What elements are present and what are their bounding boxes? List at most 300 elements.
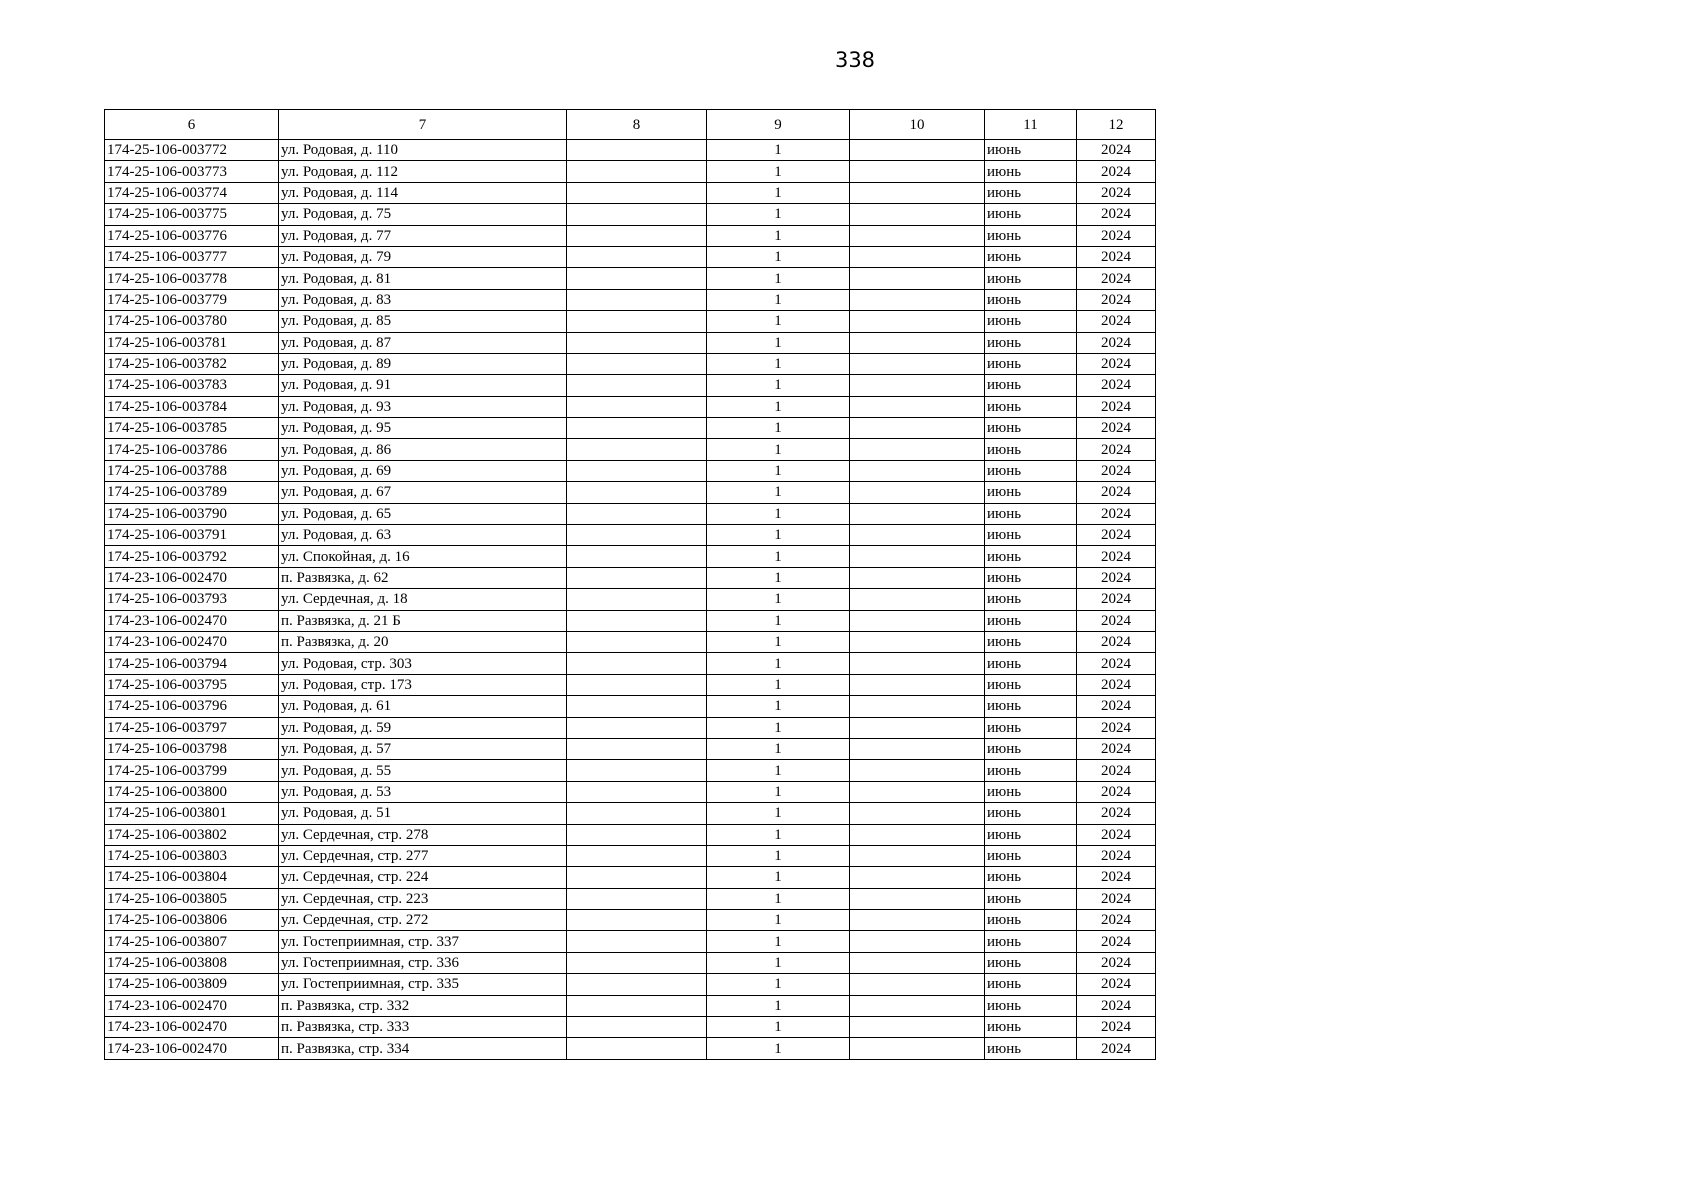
- table-row: [105, 589, 1156, 610]
- month-cell: июнь: [985, 760, 1077, 781]
- month-cell: июнь: [985, 246, 1077, 267]
- address-cell: ул. Сердечная, стр. 278: [279, 824, 567, 845]
- year-cell: 2024: [1077, 418, 1156, 439]
- cadastral-number-cell: 174-25-106-003794: [105, 653, 279, 674]
- col-10-cell: [850, 653, 985, 674]
- address-cell: п. Развязка, стр. 333: [279, 1017, 567, 1038]
- quantity-cell: 1: [707, 738, 850, 759]
- col-10-cell: [850, 760, 985, 781]
- quantity-cell: 1: [707, 482, 850, 503]
- table-row: [105, 439, 1156, 460]
- year-cell: 2024: [1077, 952, 1156, 973]
- year-cell: 2024: [1077, 140, 1156, 161]
- cadastral-number-cell: 174-25-106-003783: [105, 375, 279, 396]
- address-cell: ул. Родовая, д. 57: [279, 738, 567, 759]
- address-cell: ул. Родовая, д. 67: [279, 482, 567, 503]
- quantity-cell: 1: [707, 674, 850, 695]
- col-8-cell: [567, 1017, 707, 1038]
- table-row: [105, 503, 1156, 524]
- address-cell: ул. Родовая, д. 110: [279, 140, 567, 161]
- header-col-8: 8: [567, 110, 707, 140]
- year-cell: 2024: [1077, 931, 1156, 952]
- table-row: [105, 931, 1156, 952]
- cadastral-number-cell: 174-25-106-003780: [105, 311, 279, 332]
- month-cell: июнь: [985, 204, 1077, 225]
- col-10-cell: [850, 781, 985, 802]
- col-8-cell: [567, 418, 707, 439]
- cadastral-number-cell: 174-25-106-003804: [105, 867, 279, 888]
- quantity-cell: 1: [707, 289, 850, 310]
- col-8-cell: [567, 140, 707, 161]
- col-10-cell: [850, 353, 985, 374]
- month-cell: июнь: [985, 1017, 1077, 1038]
- year-cell: 2024: [1077, 888, 1156, 909]
- year-cell: 2024: [1077, 696, 1156, 717]
- address-cell: ул. Родовая, стр. 173: [279, 674, 567, 695]
- quantity-cell: 1: [707, 631, 850, 652]
- year-cell: 2024: [1077, 781, 1156, 802]
- cadastral-number-cell: 174-25-106-003781: [105, 332, 279, 353]
- col-8-cell: [567, 952, 707, 973]
- cadastral-number-cell: 174-23-106-002470: [105, 995, 279, 1016]
- table-row: [105, 952, 1156, 973]
- quantity-cell: 1: [707, 867, 850, 888]
- cadastral-number-cell: 174-23-106-002470: [105, 1038, 279, 1059]
- quantity-cell: 1: [707, 910, 850, 931]
- quantity-cell: 1: [707, 311, 850, 332]
- month-cell: июнь: [985, 460, 1077, 481]
- year-cell: 2024: [1077, 1017, 1156, 1038]
- cadastral-number-cell: 174-25-106-003793: [105, 589, 279, 610]
- table-row: [105, 396, 1156, 417]
- year-cell: 2024: [1077, 353, 1156, 374]
- year-cell: 2024: [1077, 824, 1156, 845]
- month-cell: июнь: [985, 503, 1077, 524]
- quantity-cell: 1: [707, 845, 850, 866]
- col-10-cell: [850, 1017, 985, 1038]
- col-8-cell: [567, 1038, 707, 1059]
- col-10-cell: [850, 396, 985, 417]
- page-number: 338: [834, 48, 876, 72]
- quantity-cell: 1: [707, 824, 850, 845]
- col-10-cell: [850, 182, 985, 203]
- cadastral-number-cell: 174-23-106-002470: [105, 610, 279, 631]
- header-row: [105, 110, 1156, 140]
- quantity-cell: 1: [707, 246, 850, 267]
- month-cell: июнь: [985, 781, 1077, 802]
- col-8-cell: [567, 717, 707, 738]
- year-cell: 2024: [1077, 674, 1156, 695]
- quantity-cell: 1: [707, 1038, 850, 1059]
- registry-table: [104, 109, 1156, 1060]
- table-row: [105, 204, 1156, 225]
- table-row: [105, 653, 1156, 674]
- address-cell: ул. Сердечная, стр. 223: [279, 888, 567, 909]
- month-cell: июнь: [985, 439, 1077, 460]
- address-cell: п. Развязка, д. 20: [279, 631, 567, 652]
- month-cell: июнь: [985, 696, 1077, 717]
- month-cell: июнь: [985, 674, 1077, 695]
- month-cell: июнь: [985, 375, 1077, 396]
- col-10-cell: [850, 546, 985, 567]
- col-10-cell: [850, 418, 985, 439]
- quantity-cell: 1: [707, 332, 850, 353]
- table-row: [105, 182, 1156, 203]
- col-10-cell: [850, 974, 985, 995]
- year-cell: 2024: [1077, 375, 1156, 396]
- cadastral-number-cell: 174-25-106-003784: [105, 396, 279, 417]
- address-cell: ул. Родовая, д. 81: [279, 268, 567, 289]
- quantity-cell: 1: [707, 225, 850, 246]
- address-cell: ул. Гостеприимная, стр. 337: [279, 931, 567, 952]
- table-row: [105, 311, 1156, 332]
- col-10-cell: [850, 161, 985, 182]
- col-8-cell: [567, 182, 707, 203]
- col-8-cell: [567, 375, 707, 396]
- quantity-cell: 1: [707, 717, 850, 738]
- quantity-cell: 1: [707, 931, 850, 952]
- table-row: [105, 995, 1156, 1016]
- month-cell: июнь: [985, 546, 1077, 567]
- col-8-cell: [567, 738, 707, 759]
- header-col-11: 11: [985, 110, 1077, 140]
- address-cell: ул. Родовая, д. 112: [279, 161, 567, 182]
- cadastral-number-cell: 174-25-106-003778: [105, 268, 279, 289]
- col-8-cell: [567, 289, 707, 310]
- quantity-cell: 1: [707, 696, 850, 717]
- year-cell: 2024: [1077, 311, 1156, 332]
- cadastral-number-cell: 174-25-106-003782: [105, 353, 279, 374]
- header-col-6: 6: [105, 110, 279, 140]
- year-cell: 2024: [1077, 439, 1156, 460]
- month-cell: июнь: [985, 311, 1077, 332]
- year-cell: 2024: [1077, 204, 1156, 225]
- month-cell: июнь: [985, 610, 1077, 631]
- cadastral-number-cell: 174-25-106-003776: [105, 225, 279, 246]
- cadastral-number-cell: 174-23-106-002470: [105, 631, 279, 652]
- address-cell: ул. Родовая, д. 86: [279, 439, 567, 460]
- cadastral-number-cell: 174-25-106-003786: [105, 439, 279, 460]
- cadastral-number-cell: 174-25-106-003797: [105, 717, 279, 738]
- col-10-cell: [850, 589, 985, 610]
- month-cell: июнь: [985, 482, 1077, 503]
- col-10-cell: [850, 717, 985, 738]
- month-cell: июнь: [985, 182, 1077, 203]
- year-cell: 2024: [1077, 631, 1156, 652]
- cadastral-number-cell: 174-25-106-003803: [105, 845, 279, 866]
- month-cell: июнь: [985, 1038, 1077, 1059]
- table-row: [105, 161, 1156, 182]
- cadastral-number-cell: 174-25-106-003789: [105, 482, 279, 503]
- table-row: [105, 482, 1156, 503]
- address-cell: ул. Родовая, д. 79: [279, 246, 567, 267]
- col-8-cell: [567, 696, 707, 717]
- year-cell: 2024: [1077, 161, 1156, 182]
- col-10-cell: [850, 674, 985, 695]
- quantity-cell: 1: [707, 952, 850, 973]
- col-10-cell: [850, 867, 985, 888]
- address-cell: ул. Родовая, д. 85: [279, 311, 567, 332]
- col-10-cell: [850, 375, 985, 396]
- year-cell: 2024: [1077, 867, 1156, 888]
- year-cell: 2024: [1077, 653, 1156, 674]
- cadastral-number-cell: 174-25-106-003777: [105, 246, 279, 267]
- table-row: [105, 781, 1156, 802]
- year-cell: 2024: [1077, 460, 1156, 481]
- quantity-cell: 1: [707, 396, 850, 417]
- table-row: [105, 674, 1156, 695]
- col-8-cell: [567, 268, 707, 289]
- month-cell: июнь: [985, 268, 1077, 289]
- address-cell: ул. Родовая, д. 51: [279, 803, 567, 824]
- table-row: [105, 738, 1156, 759]
- year-cell: 2024: [1077, 396, 1156, 417]
- year-cell: 2024: [1077, 503, 1156, 524]
- table-row: [105, 803, 1156, 824]
- table-body: [105, 140, 1156, 1060]
- col-10-cell: [850, 824, 985, 845]
- address-cell: ул. Родовая, д. 65: [279, 503, 567, 524]
- cadastral-number-cell: 174-23-106-002470: [105, 567, 279, 588]
- quantity-cell: 1: [707, 567, 850, 588]
- table-row: [105, 246, 1156, 267]
- table-row: [105, 888, 1156, 909]
- year-cell: 2024: [1077, 589, 1156, 610]
- month-cell: июнь: [985, 567, 1077, 588]
- month-cell: июнь: [985, 974, 1077, 995]
- address-cell: п. Развязка, стр. 332: [279, 995, 567, 1016]
- table-row: [105, 375, 1156, 396]
- col-8-cell: [567, 567, 707, 588]
- month-cell: июнь: [985, 631, 1077, 652]
- year-cell: 2024: [1077, 974, 1156, 995]
- col-10-cell: [850, 525, 985, 546]
- col-8-cell: [567, 867, 707, 888]
- cadastral-number-cell: 174-25-106-003799: [105, 760, 279, 781]
- cadastral-number-cell: 174-25-106-003791: [105, 525, 279, 546]
- quantity-cell: 1: [707, 460, 850, 481]
- col-8-cell: [567, 396, 707, 417]
- cadastral-number-cell: 174-25-106-003800: [105, 781, 279, 802]
- col-10-cell: [850, 845, 985, 866]
- year-cell: 2024: [1077, 246, 1156, 267]
- address-cell: ул. Родовая, стр. 303: [279, 653, 567, 674]
- address-cell: ул. Сердечная, стр. 224: [279, 867, 567, 888]
- col-10-cell: [850, 482, 985, 503]
- col-8-cell: [567, 332, 707, 353]
- col-8-cell: [567, 353, 707, 374]
- address-cell: ул. Родовая, д. 114: [279, 182, 567, 203]
- header-col-12: 12: [1077, 110, 1156, 140]
- col-8-cell: [567, 760, 707, 781]
- col-10-cell: [850, 631, 985, 652]
- address-cell: ул. Родовая, д. 95: [279, 418, 567, 439]
- col-10-cell: [850, 610, 985, 631]
- address-cell: ул. Родовая, д. 77: [279, 225, 567, 246]
- table-row: [105, 974, 1156, 995]
- cadastral-number-cell: 174-25-106-003788: [105, 460, 279, 481]
- address-cell: ул. Родовая, д. 91: [279, 375, 567, 396]
- col-8-cell: [567, 824, 707, 845]
- month-cell: июнь: [985, 589, 1077, 610]
- col-10-cell: [850, 738, 985, 759]
- table-row: [105, 140, 1156, 161]
- address-cell: ул. Родовая, д. 75: [279, 204, 567, 225]
- cadastral-number-cell: 174-25-106-003809: [105, 974, 279, 995]
- table-row: [105, 525, 1156, 546]
- address-cell: ул. Родовая, д. 61: [279, 696, 567, 717]
- col-8-cell: [567, 439, 707, 460]
- month-cell: июнь: [985, 418, 1077, 439]
- month-cell: июнь: [985, 653, 1077, 674]
- table-header: [105, 110, 1156, 140]
- quantity-cell: 1: [707, 204, 850, 225]
- col-8-cell: [567, 610, 707, 631]
- month-cell: июнь: [985, 952, 1077, 973]
- year-cell: 2024: [1077, 717, 1156, 738]
- cadastral-number-cell: 174-25-106-003802: [105, 824, 279, 845]
- quantity-cell: 1: [707, 525, 850, 546]
- quantity-cell: 1: [707, 182, 850, 203]
- col-10-cell: [850, 931, 985, 952]
- year-cell: 2024: [1077, 995, 1156, 1016]
- quantity-cell: 1: [707, 760, 850, 781]
- cadastral-number-cell: 174-25-106-003775: [105, 204, 279, 225]
- quantity-cell: 1: [707, 161, 850, 182]
- cadastral-number-cell: 174-25-106-003779: [105, 289, 279, 310]
- col-8-cell: [567, 910, 707, 931]
- quantity-cell: 1: [707, 353, 850, 374]
- address-cell: ул. Родовая, д. 83: [279, 289, 567, 310]
- col-8-cell: [567, 589, 707, 610]
- quantity-cell: 1: [707, 888, 850, 909]
- header-col-9: 9: [707, 110, 850, 140]
- year-cell: 2024: [1077, 1038, 1156, 1059]
- table-row: [105, 332, 1156, 353]
- month-cell: июнь: [985, 824, 1077, 845]
- col-8-cell: [567, 995, 707, 1016]
- col-10-cell: [850, 225, 985, 246]
- col-10-cell: [850, 311, 985, 332]
- quantity-cell: 1: [707, 995, 850, 1016]
- address-cell: ул. Родовая, д. 89: [279, 353, 567, 374]
- col-8-cell: [567, 653, 707, 674]
- quantity-cell: 1: [707, 268, 850, 289]
- col-8-cell: [567, 888, 707, 909]
- cadastral-number-cell: 174-25-106-003773: [105, 161, 279, 182]
- table-row: [105, 418, 1156, 439]
- quantity-cell: 1: [707, 375, 850, 396]
- address-cell: п. Развязка, д. 62: [279, 567, 567, 588]
- cadastral-number-cell: 174-25-106-003806: [105, 910, 279, 931]
- col-10-cell: [850, 268, 985, 289]
- month-cell: июнь: [985, 910, 1077, 931]
- month-cell: июнь: [985, 803, 1077, 824]
- col-8-cell: [567, 803, 707, 824]
- year-cell: 2024: [1077, 289, 1156, 310]
- col-8-cell: [567, 482, 707, 503]
- col-10-cell: [850, 460, 985, 481]
- table-row: [105, 353, 1156, 374]
- cadastral-number-cell: 174-25-106-003785: [105, 418, 279, 439]
- address-cell: ул. Сердечная, д. 18: [279, 589, 567, 610]
- table-row: [105, 760, 1156, 781]
- year-cell: 2024: [1077, 845, 1156, 866]
- quantity-cell: 1: [707, 610, 850, 631]
- quantity-cell: 1: [707, 140, 850, 161]
- col-10-cell: [850, 995, 985, 1016]
- col-10-cell: [850, 140, 985, 161]
- col-10-cell: [850, 910, 985, 931]
- col-10-cell: [850, 888, 985, 909]
- col-10-cell: [850, 332, 985, 353]
- month-cell: июнь: [985, 525, 1077, 546]
- col-10-cell: [850, 503, 985, 524]
- col-10-cell: [850, 567, 985, 588]
- col-10-cell: [850, 803, 985, 824]
- month-cell: июнь: [985, 931, 1077, 952]
- cadastral-number-cell: 174-25-106-003795: [105, 674, 279, 695]
- cadastral-number-cell: 174-25-106-003772: [105, 140, 279, 161]
- col-10-cell: [850, 204, 985, 225]
- header-col-7: 7: [279, 110, 567, 140]
- year-cell: 2024: [1077, 182, 1156, 203]
- table-row: [105, 631, 1156, 652]
- address-cell: ул. Сердечная, стр. 272: [279, 910, 567, 931]
- col-8-cell: [567, 631, 707, 652]
- cadastral-number-cell: 174-25-106-003798: [105, 738, 279, 759]
- table-row: [105, 1017, 1156, 1038]
- col-10-cell: [850, 696, 985, 717]
- address-cell: ул. Спокойная, д. 16: [279, 546, 567, 567]
- col-10-cell: [850, 952, 985, 973]
- year-cell: 2024: [1077, 738, 1156, 759]
- month-cell: июнь: [985, 225, 1077, 246]
- quantity-cell: 1: [707, 803, 850, 824]
- col-8-cell: [567, 845, 707, 866]
- cadastral-number-cell: 174-25-106-003792: [105, 546, 279, 567]
- table-row: [105, 867, 1156, 888]
- year-cell: 2024: [1077, 910, 1156, 931]
- address-cell: п. Развязка, стр. 334: [279, 1038, 567, 1059]
- address-cell: ул. Гостеприимная, стр. 335: [279, 974, 567, 995]
- year-cell: 2024: [1077, 546, 1156, 567]
- col-8-cell: [567, 974, 707, 995]
- year-cell: 2024: [1077, 225, 1156, 246]
- cadastral-number-cell: 174-25-106-003801: [105, 803, 279, 824]
- table-row: [105, 696, 1156, 717]
- address-cell: ул. Родовая, д. 53: [279, 781, 567, 802]
- table-row: [105, 460, 1156, 481]
- cadastral-number-cell: 174-25-106-003805: [105, 888, 279, 909]
- year-cell: 2024: [1077, 567, 1156, 588]
- col-8-cell: [567, 931, 707, 952]
- year-cell: 2024: [1077, 268, 1156, 289]
- month-cell: июнь: [985, 140, 1077, 161]
- col-10-cell: [850, 1038, 985, 1059]
- month-cell: июнь: [985, 845, 1077, 866]
- address-cell: ул. Родовая, д. 55: [279, 760, 567, 781]
- cadastral-number-cell: 174-25-106-003774: [105, 182, 279, 203]
- col-8-cell: [567, 546, 707, 567]
- table-row: [105, 546, 1156, 567]
- month-cell: июнь: [985, 888, 1077, 909]
- address-cell: ул. Родовая, д. 59: [279, 717, 567, 738]
- month-cell: июнь: [985, 332, 1077, 353]
- cadastral-number-cell: 174-25-106-003807: [105, 931, 279, 952]
- quantity-cell: 1: [707, 589, 850, 610]
- cadastral-number-cell: 174-25-106-003796: [105, 696, 279, 717]
